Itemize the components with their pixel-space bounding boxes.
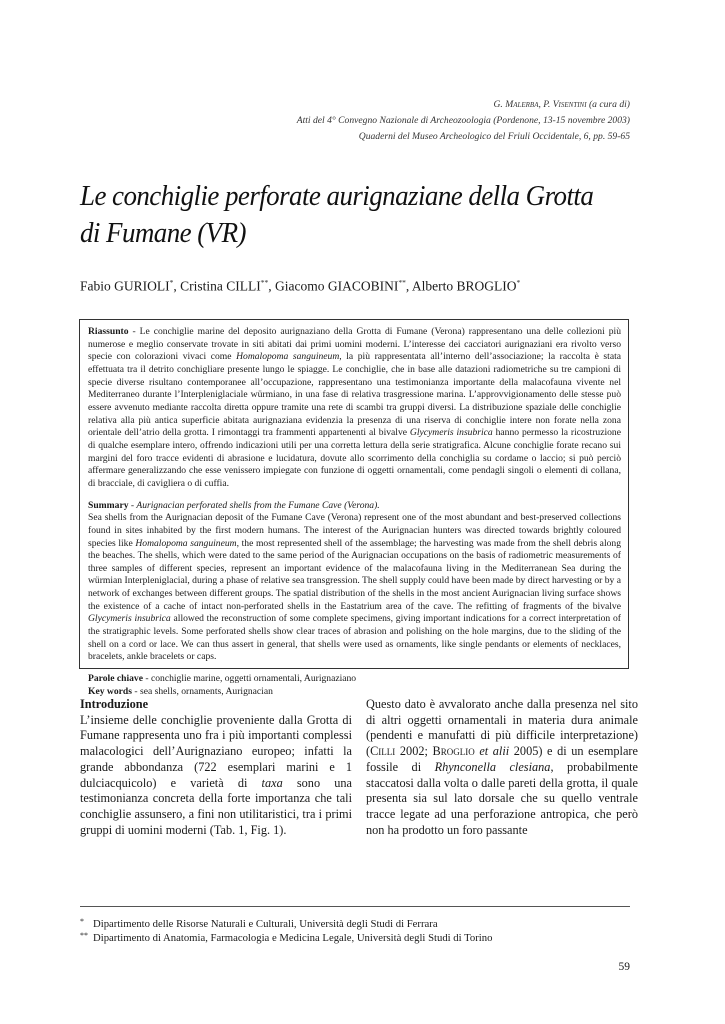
editors-line (297, 97, 630, 113)
italic-term: et alii (479, 744, 510, 759)
footnote (80, 918, 438, 930)
footnote-divider (80, 906, 630, 907)
publication-reference (297, 97, 630, 145)
footnote-mark: * (80, 917, 84, 926)
keywords-label: Key words (88, 685, 132, 697)
body-paragraph (366, 697, 638, 838)
conference-line: Atti del 4° Convegno Nazionale di Archeozoologia (Pordenone, 13-15 novembre 2003) (296, 115, 630, 126)
author-list (80, 278, 520, 295)
italic-term: taxa (261, 775, 283, 790)
body-paragraph (80, 713, 352, 839)
editors-suffix: (a cura di) (586, 99, 630, 110)
body-text: sono una testimonianza concreta della forte importanza che tali conchiglie assunsero, a fini non utilitaristici, tra i primi gruppi di uomini moderni (Tab. 1, Fig. 1). (80, 775, 352, 837)
species-name: Homalopoma sanguineum (135, 537, 237, 549)
footnote-text: Dipartimento di Anatomia, Farmacologia e Medicina Legale, Università degli Studi di Torino (93, 932, 493, 944)
author-name: Alberto BROGLIO (411, 278, 517, 294)
article-title: Le conchiglie perforate aurignaziane della Grotta di Fumane (VR) (80, 180, 594, 249)
footnote-mark: ** (80, 931, 88, 940)
page-number: 59 (618, 961, 630, 973)
author-separator: , (268, 278, 275, 294)
affiliation-mark: * (516, 278, 521, 287)
species-name: Glycymeris insubrica (88, 613, 171, 625)
parole-chiave-line (88, 673, 621, 686)
footnote (80, 932, 492, 944)
summary-text: Sea shells from the Aurignacian deposit of the Fumane Cave (Verona) represent one of the most abundant and best-preserved collections found in sites inhabited by the first modern humans. The interest of the Aurignacian hunters was directed towards brightly coloured species like (88, 512, 621, 549)
summary-title: - Aurignacian perforated shells from the Fumane Cave (Verona). (128, 499, 380, 511)
body-column-left (80, 697, 352, 838)
species-name: Glycymeris insubrica (409, 427, 493, 439)
keywords-text: - sea shells, ornaments, Aurignacian (131, 685, 273, 697)
editors-names: G. Malerba, P. Visentini (493, 99, 587, 110)
riassunto-paragraph (88, 326, 621, 491)
parole-chiave-text: - conchiglie marine, oggetti ornamentali, Aurignaziano (142, 673, 357, 685)
author-name: Fabio GURIOLI (80, 278, 170, 294)
author-name: Cristina CILLI (180, 278, 261, 294)
parole-chiave-label: Parole chiave (88, 673, 143, 685)
body-text: 2005) e di un esemplare fossile di (366, 744, 638, 774)
riassunto-text: , la più rappresentata all’interno dell’associazione; la raccolta è stata effettuata tra il detrito conchigliare presente lungo le spiagge. Le conchiglie, che in base alle datazioni radiometriche su tre campioni di specie diverse risultano contemporanee all’occupazione, rappresentano una testimonianza importante della malacofauna vivente nel Mediterraneo durante l’Interpleniglaciale würmiano, in una fase di relativa trasgressione marina. L’approvvigionamento delle stesse può essere avvenuto mediante raccolta diretta oppure tramite una rete di scambi tra gruppi diversi. La distribuzione spaziale delle conchiglie relativa alla più antica superficie abitata aurignaziana evidenzia la presenza di una riserva di conchiglie intere non forate nella zona orientale dell’atrio della grotta. I rimontaggi tra frammenti appartenenti al bivalve (88, 351, 622, 439)
body-text: 2002; (395, 744, 433, 759)
spacer (88, 491, 621, 500)
summary-paragraph (88, 512, 621, 664)
riassunto-text: - Le conchiglie marine del deposito aurignaziano della Grotta di Fumane (Verona) rappresentano una delle collezioni più numerose e meglio conservate trovate in siti abitati dai primi uomini moderni. L’interesse dei cacciatori aurignaziani era rivolto verso specie con colorazioni vivaci come (88, 326, 621, 363)
footnote-text: Dipartimento delle Risorse Naturali e Culturali, Università degli Studi di Ferrara (93, 918, 438, 930)
riassunto-label: Riassunto (88, 326, 129, 337)
body-text: Questo dato è avvalorato anche dalla presenza nel sito di altri oggetti ornamentali in materia dura animale (pendenti e manufatti di più difficile interpretazione) ( (366, 697, 638, 759)
body-text: L’insieme delle conchiglie proveniente dalla Grotta di Fumane rappresenta uno fra i più importanti complessi malacologici dell’Aurignaziano europeo; infatti la grande abbondanza (722 esemplari marini e 1 dulciacquicolo) e varietà di (80, 712, 352, 790)
citation-author: Broglio (432, 744, 475, 759)
citation-author: Cilli (370, 744, 396, 759)
summary-text: , the most represented shell of the assemblage; the harvesting was made from the shell debris along the beaches. The shells, which were dated to the same period of the Aurignacian occupations on the basis of radiometric measurements of three samples of different species, represent an important evidence of the malacofauna living in the Mediterranean Sea during the würmian Interpleniglacial, during a phase of relative sea transgression. The shell supply could have been made by direct harvesting or by a network of exchanges between different groups. The spatial distribution of the shells in the most ancient Aurignacian living surface shows the existence of a cache of intact non-perforated shells in the Eastatrium area of the cave. The refitting of fragments of the bivalve (88, 537, 622, 612)
affiliation-mark: * (169, 278, 174, 287)
species-name: Rhynconella clesiana (434, 759, 551, 774)
body-text: , probabilmente staccatosi dalla volta o dalle pareti della grotta, il quale presenta sia sul lato dorsale che su quello ventrale tracce legate ad una perforazione antropica, che però non ha prodotto un foro passante (366, 759, 638, 837)
affiliation-mark: ** (398, 278, 406, 287)
summary-text: allowed the reconstruction of some complete specimens, giving important indications for a correct interpretation of the stratigraphic levels. Some perforated shells show clear traces of abrasion and polishing on the hole margins, due to the sliding of the shell on a cord or lace. We can thus assert in general, that shells were used as ornaments, like single pendants or elements of necklaces, bracelets, ankle bracelets or caps. (88, 613, 621, 663)
affiliation-mark: ** (260, 278, 269, 287)
series-line: Quaderni del Museo Archeologico del Friuli Occidentale, 6, pp. 59-65 (358, 131, 630, 142)
author-separator: , (405, 278, 412, 294)
spacer (88, 664, 621, 673)
section-heading: Introduzione (80, 697, 149, 711)
riassunto-text: hanno permesso la ricostruzione di qualche esemplare intero, offrendo indicazioni utili per una corretta lettura della serie stratigrafica. Alcune conchiglie forate recano sui margini del foro tracce evidenti di abrasione e lucidatura, dovute allo scorrimento della conchiglia su cordame o laccio; si può perciò affermare generalizzando che esse venissero impiegate con funzione di oggetti ornamentali, come pendagli singoli o elementi di collana, di bracciale, di cavigliera o di cuffia. (88, 427, 621, 489)
author-separator: , (173, 278, 181, 294)
author-name: Giacomo GIACOBINI (275, 278, 399, 294)
summary-label: Summary (88, 499, 129, 511)
species-name: Homalopoma sanguineum (236, 351, 340, 363)
summary-title-line (88, 500, 621, 513)
body-column-right (366, 697, 638, 838)
abstract-box (79, 319, 629, 697)
